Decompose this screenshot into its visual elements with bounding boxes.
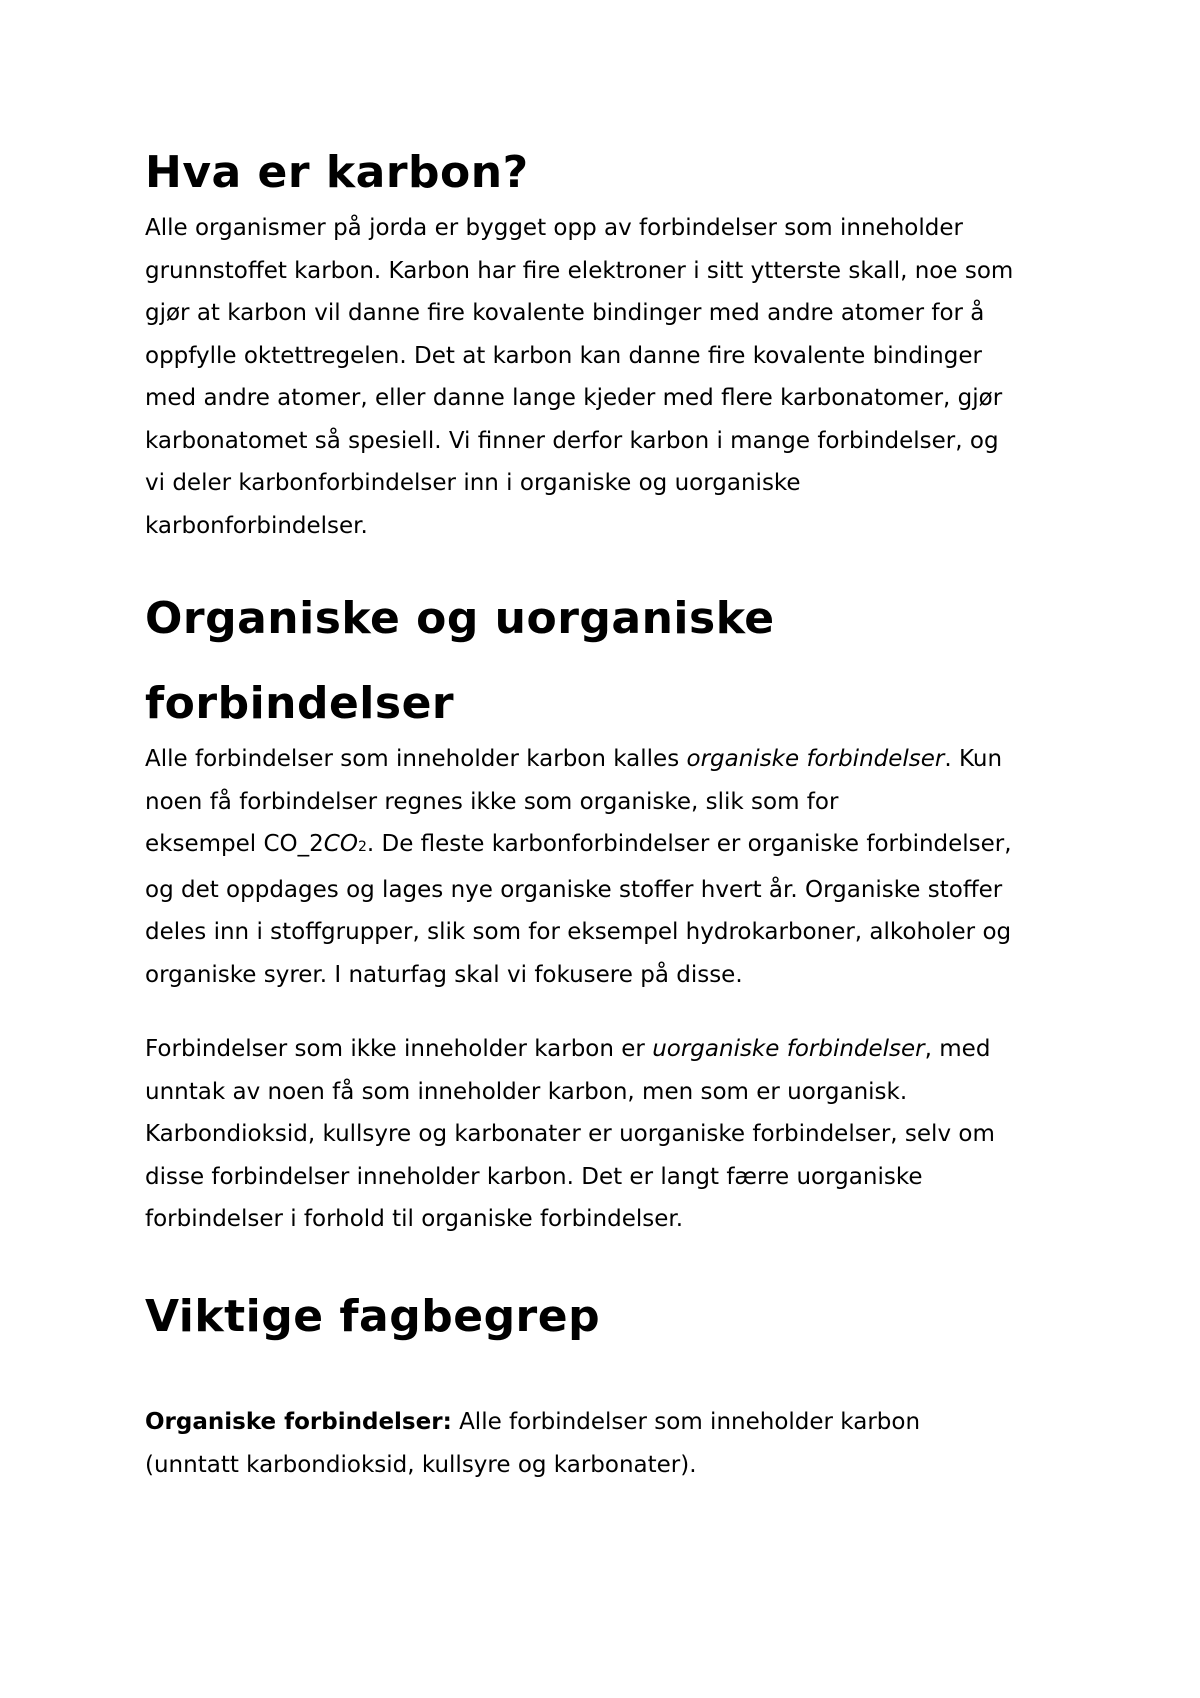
- intro-line-8: karbonforbindelser.: [145, 512, 368, 539]
- intro-line-6: karbonatomet så spesiell. Vi finner derfor karbon i mange forbindelser, og: [145, 427, 999, 454]
- heading-line-1: Organiske og uorganiske: [145, 593, 775, 644]
- organic-line-3-post: . De fleste karbonforbindelser er organiske forbindelser,: [366, 831, 1012, 857]
- organic-line-4: og det oppdages og lages nye organiske stoffer hvert år. Organiske stoffer: [145, 876, 1003, 903]
- term-organiske-forbindelser: organiske forbindelser: [686, 746, 945, 772]
- heading-viktige-fagbegrep: Viktige fagbegrep: [145, 1291, 601, 1342]
- intro-line-4: oppfylle oktettregelen. Det at karbon kan danne fire kovalente bindinger: [145, 342, 982, 369]
- term-definition-line-2: (unntatt karbondioksid, kullsyre og karbonater).: [145, 1451, 697, 1478]
- paragraph-inorganic: [145, 1028, 1075, 1241]
- inorganic-line-1-pre: Forbindelser som ikke inneholder karbon er: [145, 1036, 653, 1062]
- inorganic-line-2: unntak av noen få som inneholder karbon, men som er uorganisk.: [145, 1078, 908, 1105]
- organic-line-6: organiske syrer. I naturfag skal vi fokusere på disse.: [145, 961, 743, 988]
- inorganic-line-5: forbindelser i forhold til organiske forbindelser.: [145, 1206, 684, 1232]
- organic-line-1-pre: Alle forbindelser som inneholder karbon kalles: [145, 746, 687, 772]
- heading-organiske-og-uorganiske: [145, 576, 1075, 746]
- term-uorganiske-forbindelser: uorganiske forbindelser: [652, 1036, 925, 1062]
- intro-line-7: vi deler karbonforbindelser inn i organiske og uorganiske: [145, 470, 801, 496]
- formula-subscript: 2: [357, 839, 367, 855]
- organic-line-2: noen få forbindelser regnes ikke som organiske, slik som for: [145, 788, 839, 815]
- inorganic-line-4: disse forbindelser inneholder karbon. Det er langt færre uorganiske: [145, 1163, 923, 1190]
- organic-line-3-pre: eksempel CO_2: [145, 831, 324, 857]
- intro-line-1: Alle organismer på jorda er bygget opp av forbindelser som inneholder: [145, 215, 963, 241]
- heading-line-2: forbindelser: [145, 678, 455, 729]
- heading-hva-er-karbon: Hva er karbon?: [145, 147, 529, 198]
- paragraph-organic: [145, 738, 1075, 996]
- paragraph-intro: [145, 207, 1075, 547]
- term-definition-line-1: Alle forbindelser som inneholder karbon: [451, 1409, 921, 1435]
- intro-line-5: med andre atomer, eller danne lange kjeder med flere karbonatomer, gjør: [145, 385, 1003, 411]
- paragraph-term-definition: [145, 1401, 1075, 1486]
- inorganic-line-3: Karbondioksid, kullsyre og karbonater er uorganiske forbindelser, selv om: [145, 1121, 995, 1147]
- organic-line-1-post: . Kun: [944, 746, 1003, 772]
- inorganic-line-1-post: , med: [924, 1036, 991, 1062]
- intro-line-2: grunnstoffet karbon. Karbon har fire elektroner i sitt ytterste skall, noe som: [145, 257, 1014, 284]
- formula-co2: CO: [323, 831, 358, 857]
- term-label: Organiske forbindelser:: [145, 1409, 452, 1435]
- intro-line-3: gjør at karbon vil danne fire kovalente bindinger med andre atomer for å: [145, 300, 985, 326]
- organic-line-5: deles inn i stoffgrupper, slik som for eksempel hydrokarboner, alkoholer og: [145, 919, 1012, 945]
